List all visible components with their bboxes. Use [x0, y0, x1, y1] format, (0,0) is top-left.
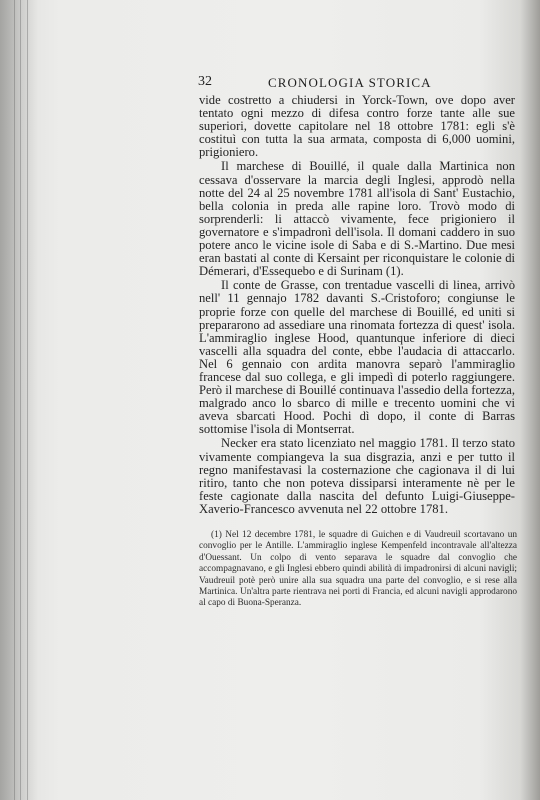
page-number: 32	[198, 74, 212, 89]
gutter-shadow	[0, 0, 38, 800]
page-edge-line	[14, 0, 15, 800]
page-edge-line	[27, 0, 28, 800]
footnote-text: (1) Nel 12 decembre 1781, le squadre di Guichen e di Vaudreuil scortavano un convoglio per le Antille. L'ammiraglio inglese Kempenfeld incontravale all'altezza d'Ouessant. Un colpo di vento separava le squadre dal convoglio che accompagnavano, e gli Inglesi ebbero quindi abilità di impadronirsi di alcuni navigli; Vaudreuil potè però unire alla sua squadra una parte del convoglio, e si rese alla Martinica. Un'altra parte rientrava nei porti di Francia, ed alcuni navigli approdarono al capo di Buona-Speranza.	[199, 530, 517, 609]
paragraph: Il marchese di Bouillé, il quale dalla Martinica non cessava d'osservare la marcia degli Inglesi, approdò nella notte del 24 al 25 novembre 1781 all'isola di Sant' Eustachio, bella colonia in preda alle rapine loro. Trovò modo di sorprenderli: li attaccò vivamente, fece prigioniero il governatore e s'impadronì dell'isola. Il domani caddero in suo potere anco le vicine isole di Saba e di S.-Martino. Due mesi eran bastati al conte di Kersaint per riconquistare le colonie di Démerari, d'Essequebo e di Surinam (1).	[199, 159, 515, 279]
footnote	[199, 530, 517, 610]
page-header	[198, 74, 516, 92]
main-text	[199, 94, 515, 516]
paragraph: Necker era stato licenziato nel maggio 1781. Il terzo stato vivamente compiangeva la sua disgrazia, anzi e per tutto il regno manifestavasi la costernazione che cagionava il di lui ritiro, tanto che non poteva dissiparsi interamente nè per le feste cagionate dalla nascita del defunto Luigi-Giuseppe-Xaverio-Francesco avvenuta nel 22 ottobre 1781.	[199, 436, 515, 516]
page-edge-line	[20, 0, 21, 800]
paragraph: Il conte de Grasse, con trentadue vascelli di linea, arrivò nell' 11 gennajo 1782 davanti S.-Cristoforo; congiunse le proprie forze con quelle del marchese di Bouillé, ed uniti si prepararono ad assediare una rinomata fortezza di quest' isola. L'ammiraglio inglese Hood, quantunque inferiore di dieci vascelli alla squadra del conte, ebbe l'audacia di attaccarlo. Nel 6 gennaio con ardita manovra separò l'ammiraglio francese dal suo collega, e gli impedì di poterlo raggiungere. Però il marchese di Bouillé continuava l'assedio della fortezza, malgrado anco lo sbarco di mille e trecento uomini che vi aveva sbarcati Hood. Pochi dì dopo, il conte di Barras sottomise l'isola di Montserrat.	[199, 278, 515, 437]
paragraph: vide costretto a chiudersi in Yorck-Town, ove dopo aver tentato ogni mezzo di difesa contro forze tante alle sue superiori, dovette capitolare nel 18 ottobre 1781: egli s'è costituì con tutta la sua armata, composta di 6,000 uomini, prigioniero.	[199, 93, 515, 160]
running-title: CRONOLOGIA STORICA	[268, 75, 432, 90]
